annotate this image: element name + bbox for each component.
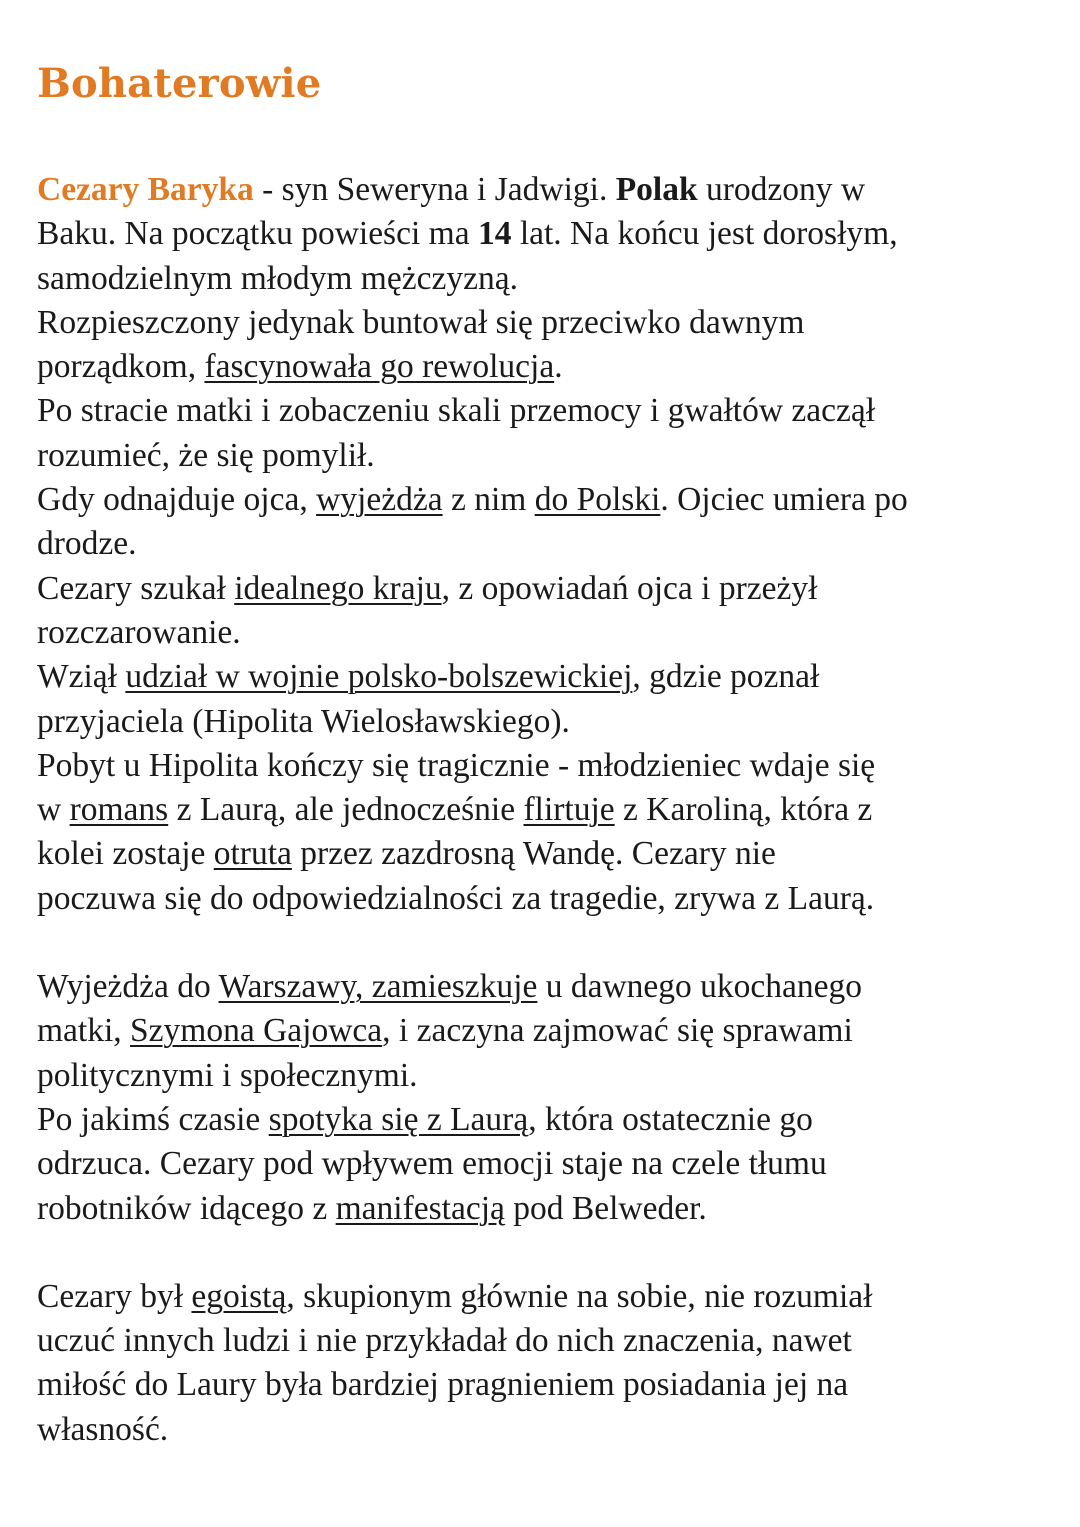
document-page xyxy=(37,62,1057,1452)
underlined-phrase: fascynowała go rewolucja xyxy=(204,348,555,386)
text-run: Po stracie matki i zobaczeniu skali przemocy i gwałtów zaczął xyxy=(37,392,876,430)
text-run: , skupionym głównie na sobie, nie rozumiał xyxy=(286,1277,873,1315)
underlined-phrase: idealnego kraju xyxy=(234,569,442,607)
text-line xyxy=(37,1054,1057,1098)
text-run: Cezary szukał xyxy=(37,569,235,607)
text-line xyxy=(37,832,1057,876)
text-line xyxy=(37,345,1057,389)
text-line xyxy=(37,1319,1057,1363)
text-run: , gdzie poznał xyxy=(632,658,820,696)
text-line xyxy=(37,567,1057,611)
text-run: odrzuca. Cezary pod wpływem emocji staje na czele tłumu xyxy=(37,1145,827,1183)
text-line xyxy=(37,434,1057,478)
underlined-phrase: egoistą xyxy=(191,1277,287,1315)
text-run: . xyxy=(554,348,563,386)
text-run: porządkom, xyxy=(37,348,205,386)
text-run: przyjaciela (Hipolita Wielosławskiego). xyxy=(37,702,570,740)
text-run: lat. Na końcu jest dorosłym, xyxy=(511,215,898,253)
page-title: Bohaterowie xyxy=(37,60,322,107)
text-run: , z opowiadań ojca i przeżył xyxy=(441,569,818,607)
text-line xyxy=(37,1009,1057,1053)
text-line xyxy=(37,1187,1057,1231)
text-run: matki, xyxy=(37,1012,131,1050)
text-run: rozumieć, że się pomylił. xyxy=(37,436,375,474)
text-line xyxy=(37,1408,1057,1452)
text-run: Rozpieszczony jedynak buntował się przeciwko dawnym xyxy=(37,303,805,341)
text-run: samodzielnym młodym mężczyzną. xyxy=(37,259,518,297)
underlined-phrase: wyjeżdża xyxy=(316,481,443,519)
text-run: Gdy odnajduje ojca, xyxy=(37,481,317,519)
text-line xyxy=(37,965,1057,1009)
text-run: u dawnego ukochanego xyxy=(537,968,863,1006)
text-run: z nim xyxy=(442,481,535,519)
text-line xyxy=(37,877,1057,921)
underlined-phrase: Warszawy, zamieszkuje xyxy=(218,968,538,1006)
text-run: Baku. Na początku powieści ma xyxy=(37,215,478,253)
text-run: rozczarowanie. xyxy=(37,613,241,651)
text-run: poczuwa się do odpowiedzialności za tragedie, zrywa z Laurą. xyxy=(37,879,875,917)
text-run: Cezary był xyxy=(37,1277,192,1315)
text-run: kolei zostaje xyxy=(37,835,214,873)
text-run: z Karoliną, która z xyxy=(614,791,873,829)
text-line xyxy=(37,1275,1057,1319)
underlined-phrase: Szymona Gajowca xyxy=(130,1012,383,1050)
text-line xyxy=(37,212,1057,256)
text-line xyxy=(37,655,1057,699)
text-line xyxy=(37,1098,1057,1142)
text-run: , która ostatecznie go xyxy=(528,1100,813,1138)
paragraph xyxy=(37,1275,1057,1452)
paragraph xyxy=(37,965,1057,1231)
text-run: przez zazdrosną Wandę. Cezary nie xyxy=(291,835,776,873)
underlined-phrase: manifestacją xyxy=(335,1189,505,1227)
document-body xyxy=(37,168,1057,1452)
text-run: - syn Seweryna i Jadwigi. xyxy=(253,171,616,208)
text-line xyxy=(37,788,1057,832)
text-line xyxy=(37,700,1057,744)
text-run: pod Belweder. xyxy=(504,1189,707,1227)
text-run: w xyxy=(37,791,70,829)
text-run: robotników idącego z xyxy=(37,1189,336,1227)
text-line xyxy=(37,1142,1057,1186)
bold-phrase: 14 xyxy=(477,215,512,253)
text-line xyxy=(37,389,1057,433)
text-run: Wyjeżdża do xyxy=(37,968,219,1006)
underlined-phrase: do Polski xyxy=(534,481,661,519)
underlined-phrase: spotyka się z Laurą xyxy=(268,1100,529,1138)
text-run: miłość do Laury była bardziej pragnieniem posiadania jej na xyxy=(37,1366,849,1404)
text-line xyxy=(37,257,1057,301)
text-run: uczuć innych ludzi i nie przykładał do nich znaczenia, nawet xyxy=(37,1322,852,1360)
text-run: , i zaczyna zajmować się sprawami xyxy=(382,1012,853,1050)
text-run: z Laurą, ale jednocześnie xyxy=(168,791,524,829)
bold-phrase: Polak xyxy=(615,171,698,208)
text-line xyxy=(37,478,1057,522)
text-run: . Ojciec umiera po xyxy=(660,481,908,519)
text-run: własność. xyxy=(37,1410,169,1448)
text-run: politycznymi i społecznymi. xyxy=(37,1056,418,1094)
text-line xyxy=(37,168,1057,212)
text-line xyxy=(37,611,1057,655)
underlined-phrase: otruta xyxy=(213,835,292,873)
text-line xyxy=(37,301,1057,345)
text-run: drodze. xyxy=(37,525,137,563)
text-run: urodzony w xyxy=(697,171,866,208)
text-line xyxy=(37,1363,1057,1407)
text-line xyxy=(37,522,1057,566)
underlined-phrase: romans xyxy=(69,791,169,829)
character-name: Cezary Baryka xyxy=(37,171,254,208)
text-line xyxy=(37,744,1057,788)
underlined-phrase: flirtuje xyxy=(523,791,615,829)
paragraph xyxy=(37,168,1057,921)
text-run: Pobyt u Hipolita kończy się tragicznie - młodzieniec wdaje się xyxy=(37,746,876,784)
text-run: Po jakimś czasie xyxy=(37,1100,269,1138)
text-run: Wziął xyxy=(37,658,126,696)
underlined-phrase: udział w wojnie polsko-bolszewickiej xyxy=(125,658,633,696)
